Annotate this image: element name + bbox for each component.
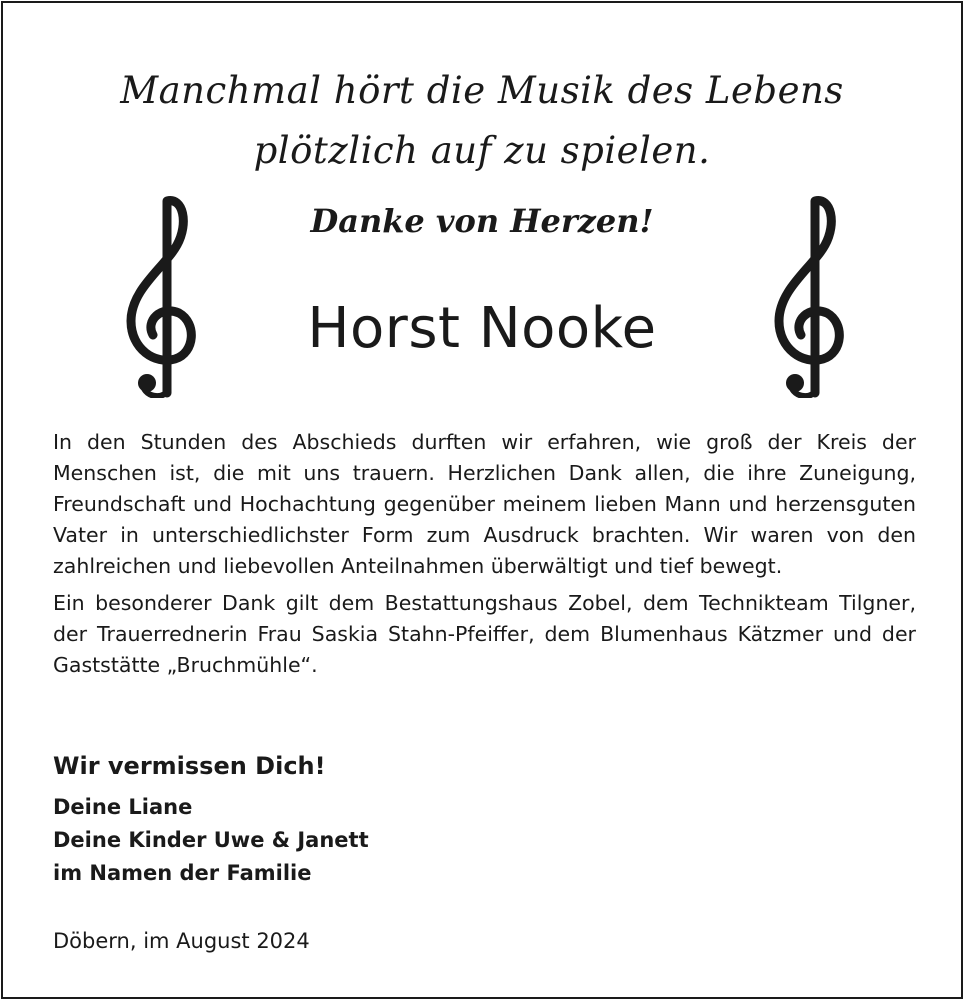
thanks-heading: Danke von Herzen! (310, 202, 654, 240)
signer-line: im Namen der Familie (53, 861, 312, 885)
signers (53, 791, 369, 890)
notice-frame (1, 1, 963, 999)
body-paragraph-1: In den Stunden des Abschieds durften wir erfahren, wie groß der Kreis der Menschen ist, die mit uns trauern. Herzlichen Dank allen, die ihre Zuneigung, Freundschaft und Hochachtung gegenüber meinem lieben Mann und herzensguten Vater in unterschiedlichster Form zum Ausdruck brachten. Wir waren von den zahlreichen und liebevollen Anteilnahmen überwältigt und tief bewegt. (53, 430, 916, 578)
treble-clef-icon (771, 193, 851, 398)
body-paragraph-2: Ein besonderer Dank gilt dem Bestattungshaus Zobel, dem Technikteam Tilgner, der Trauerrednerin Frau Saskia Stahn-Pfeiffer, dem Blumenhaus Kätzmer und der Gaststätte „Bruchmühle“. (53, 591, 916, 677)
treble-clef-right-svg (771, 193, 851, 398)
signer-line: Deine Kinder Uwe & Janett (53, 828, 369, 852)
notice-body (53, 427, 916, 687)
place-date: Döbern, im August 2024 (53, 929, 310, 953)
deceased-name: Horst Nooke (307, 296, 657, 361)
signer-line: Deine Liane (53, 795, 193, 819)
verse-line-2: plötzlich auf zu spielen. (253, 129, 711, 172)
verse (3, 61, 961, 181)
closing-heading: Wir vermissen Dich! (53, 752, 326, 780)
verse-line-1: Manchmal hört die Musik des Lebens (120, 69, 844, 112)
